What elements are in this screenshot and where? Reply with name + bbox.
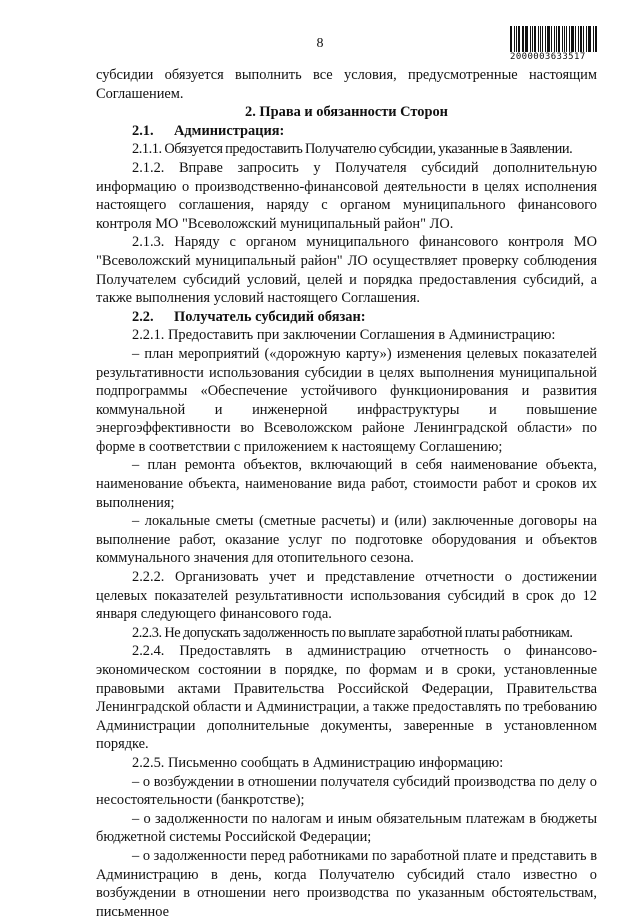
barcode-bar <box>562 26 563 52</box>
list-item-roadmap: – план мероприятий («дорожную карту») изменения целевых показателей результативности использования субсидии в целях выполнения муниципальной подпрограммы «Обеспечение устойчивого функционирования и развития коммунальной и инженерной инфраструктуры и повышение энергоэффективности во Всеволожском районе Ленинградской области» по форме в соответствии с приложением к настоящему Соглашению; <box>96 345 597 455</box>
barcode-bar <box>545 26 546 52</box>
barcode-bar <box>556 26 557 52</box>
barcode-bar <box>551 26 552 52</box>
barcode <box>510 26 598 66</box>
barcode-bar <box>564 26 565 52</box>
barcode-bar <box>588 26 589 52</box>
barcode-bar <box>516 26 517 52</box>
barcode-bar <box>569 26 570 52</box>
barcode-bar <box>532 26 533 52</box>
clause-2-2-2: 2.2.2. Организовать учет и представление отчетности о достижении целевых показателей результативности использования субсидий в срок до 12 января следующего финансового года. <box>96 569 597 623</box>
subsection-number: 2.1. <box>132 122 154 139</box>
paragraph-continuation: субсидии обязуется выполнить все условия, предусмотренные настоящим Соглашением. <box>96 67 597 102</box>
clause-2-2-5: 2.2.5. Письменно сообщать в Администрацию информацию: <box>132 754 504 771</box>
barcode-bar <box>575 26 576 52</box>
barcode-bars <box>510 26 598 52</box>
subsection-title: Получатель субсидий обязан: <box>174 308 366 325</box>
barcode-bar <box>566 26 568 52</box>
barcode-bar <box>558 26 560 52</box>
barcode-bar <box>530 26 531 52</box>
barcode-bar <box>586 26 587 52</box>
barcode-bar <box>547 26 550 52</box>
barcode-bar <box>583 26 584 52</box>
subsection-number: 2.2. <box>132 308 154 325</box>
barcode-bar <box>554 26 555 52</box>
barcode-bar <box>525 26 528 52</box>
list-item-repair-plan: – план ремонта объектов, включающий в себя наименование объекта, наименование объекта, наименование вида работ, стоимости работ и сроков их выполнения; <box>96 457 597 511</box>
section-heading: 2. Права и обязанности Сторон <box>245 104 448 121</box>
barcode-bar <box>578 26 579 52</box>
document-body <box>96 66 597 921</box>
barcode-bar <box>589 26 591 52</box>
subsection-heading-recipient <box>96 308 597 327</box>
barcode-bar <box>571 26 574 52</box>
barcode-bar <box>580 26 582 52</box>
list-item-wage-debt: – о задолженности перед работниками по заработной плате и представить в Администрацию в день, когда Получателю субсидий стало известно о возбуждении в отношении него производства по указанным обстоятельствам, письменное <box>96 847 597 920</box>
list-item-bankruptcy: – о возбуждении в отношении получателя субсидий производства по делу о несостоятельности (банкротстве); <box>96 773 597 809</box>
list-item-estimates: – локальные сметы (сметные расчеты) и (или) заключенные договоры на выполнение работ, оказание услуг по подготовке оборудования и объектов коммунального значения для отопительного сезона. <box>96 513 597 567</box>
barcode-bar <box>514 26 515 52</box>
clause-2-2-1: 2.2.1. Предоставить при заключении Соглашения в Администрацию: <box>132 327 556 344</box>
barcode-bar <box>522 26 523 52</box>
barcode-bar <box>518 26 520 52</box>
clause-2-1-1: 2.1.1. Обязуется предоставить Получателю субсидии, указанные в Заявлении. <box>132 141 573 158</box>
clause-2-1-2: 2.1.2. Вправе запросить у Получателя субсидий дополнительную информацию о производственно-финансовой деятельности в целях исполнения настоящего соглашения, наряду с органом муниципального финансового контроля МО "Всеволожский муниципальный район" ЛО. <box>96 159 597 232</box>
barcode-bar <box>510 26 512 52</box>
barcode-digits: 2000003633517 <box>510 52 586 62</box>
page-number: 8 <box>316 36 324 51</box>
barcode-bar <box>595 26 597 52</box>
barcode-bar <box>593 26 594 52</box>
barcode-bar <box>534 26 536 52</box>
subsection-heading-administration <box>96 122 597 141</box>
barcode-bar <box>542 26 544 52</box>
list-item-tax-debt: – о задолженности по налогам и иным обязательным платежам в бюджеты бюджетной системы Российской Федерации; <box>96 810 597 846</box>
barcode-bar <box>540 26 541 52</box>
clause-2-2-3: 2.2.3. Не допускать задолженность по выплате заработной платы работникам. <box>132 624 573 641</box>
clause-2-2-4: 2.2.4. Предоставлять в администрацию отчетность о финансово-экономическом состоянии в порядке, по формам и в сроки, установленные правовыми актами Правительства Российской Федерации, Правительства Ленинградской области и Администрации, а также предоставлять по требованию Администрации дополнительные документы, заверенные в установленном порядке. <box>96 643 597 753</box>
clause-2-1-3: 2.1.3. Наряду с органом муниципального финансового контроля МО "Всеволожский муниципальный район" ЛО осуществляет проверку соблюдения Получателем субсидий условий, целей и порядка предоставления субсидий, а также выполнения условий настоящего Соглашения. <box>96 234 597 307</box>
barcode-bar <box>538 26 539 52</box>
barcode-bar <box>523 26 524 52</box>
subsection-title: Администрация: <box>174 122 285 139</box>
